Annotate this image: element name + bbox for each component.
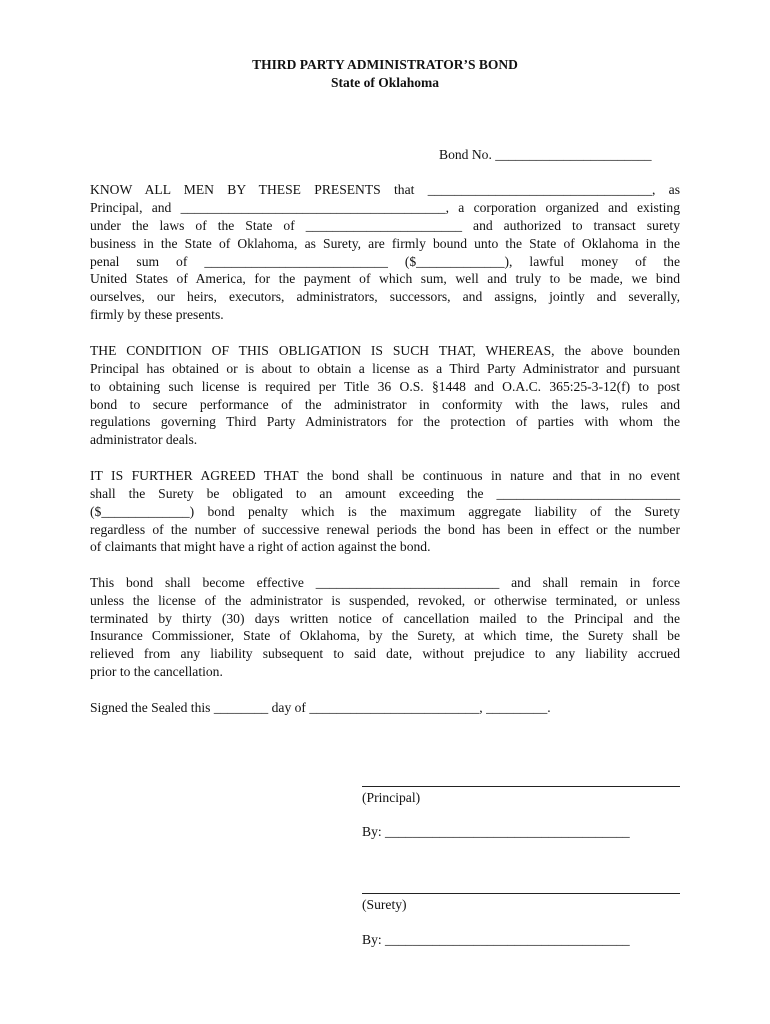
bond-number-field[interactable]: Bond No. _______________________	[439, 147, 652, 162]
paragraph-1-line: KNOW ALL MEN BY THESE PRESENTS that _________________________________, as	[90, 182, 680, 197]
paragraph-3-line: IT IS FURTHER AGREED THAT the bond shall be continuous in nature and that in no event	[90, 468, 680, 483]
paragraph-2-line: THE CONDITION OF THIS OBLIGATION IS SUCH THAT, WHEREAS, the above bounden	[90, 343, 680, 358]
paragraph-1-line: firmly by these presents.	[90, 307, 224, 322]
paragraph-2-line: bond to secure performance of the administrator in conformity with the laws, rules and	[90, 397, 680, 412]
paragraph-3-line: shall the Surety be obligated to an amount exceeding the ___________________________	[90, 486, 680, 501]
document-subtitle: State of Oklahoma	[331, 75, 439, 90]
surety-signature-line[interactable]	[362, 893, 680, 894]
paragraph-3-line: ($_____________) bond penalty which is the maximum aggregate liability of the Surety	[90, 504, 680, 519]
paragraph-4-line: This bond shall become effective ___________________________ and shall remain in force	[90, 575, 680, 590]
paragraph-1-line: ourselves, our heirs, executors, administrators, successors, and assigns, jointly and severally,	[90, 289, 680, 304]
paragraph-4-line: relieved from any liability subsequent to said date, without prejudice to any liability accrued	[90, 646, 680, 661]
surety-label: (Surety)	[362, 897, 407, 912]
paragraph-1-line: United States of America, for the payment of which sum, well and truly to be made, we bind	[90, 271, 680, 286]
signed-date-line[interactable]: Signed the Sealed this ________ day of _________________________, _________.	[90, 700, 551, 715]
paragraph-1-line: business in the State of Oklahoma, as Surety, are firmly bound unto the State of Oklahoma in the	[90, 236, 680, 251]
surety-by-line[interactable]: By: ____________________________________	[362, 932, 630, 947]
document-title: THIRD PARTY ADMINISTRATOR’S BOND	[252, 57, 518, 72]
paragraph-1-line: under the laws of the State of _______________________ and authorized to transact surety	[90, 218, 680, 233]
paragraph-3-line: of claimants that might have a right of action against the bond.	[90, 539, 431, 554]
principal-signature-line[interactable]	[362, 786, 680, 787]
paragraph-4-line: prior to the cancellation.	[90, 664, 223, 679]
paragraph-3-line: regardless of the number of successive renewal periods the bond has been in effect or the number	[90, 522, 680, 537]
paragraph-4-line: terminated by thirty (30) days written notice of cancellation mailed to the Principal and the	[90, 611, 680, 626]
paragraph-2-line: to obtaining such license is required per Title 36 O.S. §1448 and O.A.C. 365:25-3-12(f) to post	[90, 379, 680, 394]
paragraph-2-line: Principal has obtained or is about to obtain a license as a Third Party Administrator and pursuant	[90, 361, 680, 376]
principal-label: (Principal)	[362, 790, 421, 805]
paragraph-2-line: administrator deals.	[90, 432, 198, 447]
paragraph-4-line: unless the license of the administrator is suspended, revoked, or otherwise terminated, or unless	[90, 593, 680, 608]
principal-by-line[interactable]: By: ____________________________________	[362, 824, 630, 839]
paragraph-2-line: regulations governing Third Party Administrators for the protection of parties with whom the	[90, 414, 680, 429]
paragraph-4-line: Insurance Commissioner, State of Oklahoma, by the Surety, at which time, the Surety shall be	[90, 628, 680, 643]
paragraph-1-line: penal sum of ___________________________ ($_____________), lawful money of the	[90, 254, 680, 269]
paragraph-1-line: Principal, and _______________________________________, a corporation organized and existing	[90, 200, 680, 215]
